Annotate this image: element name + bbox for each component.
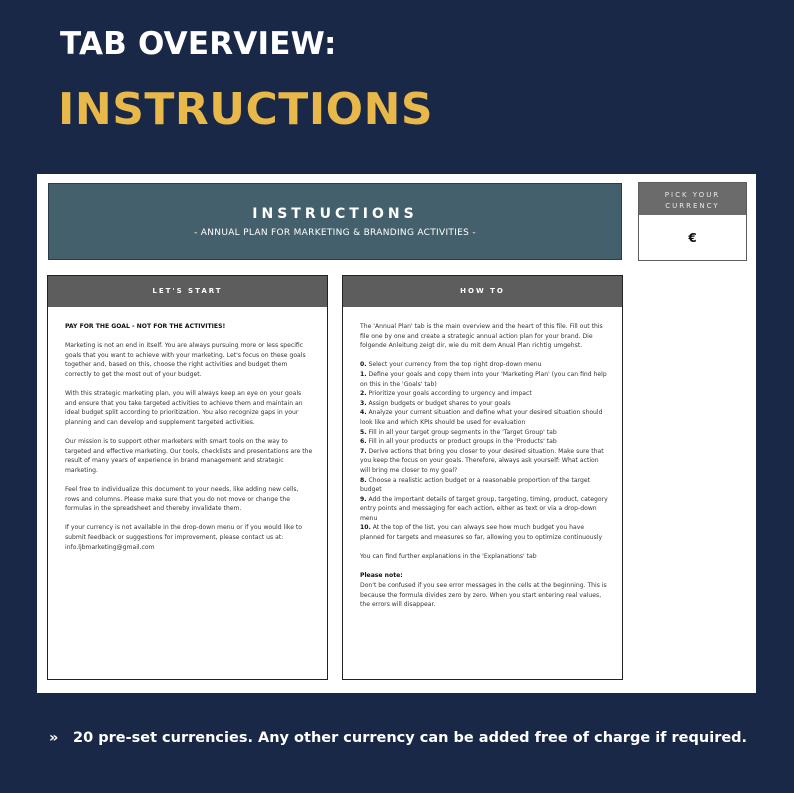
how-to-step: 7. Derive actions that bring you closer to your desired situation. Make sure that you keep the focus on your goals. Therefore, always ask yourself: What action will bring me closer to my goal? bbox=[360, 447, 604, 474]
lets-start-paragraph: If your currency is not available in the drop-down menu or if you would like to submit feedback or suggestions for improvement, please contact us at: info.ljbmarketing@gmail.com bbox=[65, 524, 303, 551]
lets-start-paragraph: With this strategic marketing plan, you will always keep an eye on your goals and ensure that you take targeted activities to achieve them and maintain an ideal budget split according to prioritization. You also recognize gaps in your planning and can develop and supplement targeted activities. bbox=[65, 390, 303, 426]
bullet-icon: » bbox=[49, 730, 59, 746]
instructions-banner bbox=[48, 183, 622, 260]
how-to-body bbox=[343, 307, 622, 610]
how-to-note-text: Don't be confused if you see error messages in the cells at the beginning. This is because the formula divides zero by zero. When you start entering real values, the errors will disappear. bbox=[360, 582, 607, 609]
lets-start-paragraph: Marketing is not an end in itself. You are always pursuing more or less specific goals that you want to achieve with your marketing. Let's focus on these goals together and, based on this, choose the right activities and budget them correctly to get the most out of your budget. bbox=[65, 342, 306, 378]
how-to-header: HOW TO bbox=[343, 276, 622, 307]
lets-start-header: LET'S START bbox=[48, 276, 327, 307]
lets-start-paragraph: Our mission is to support other marketers with smart tools on the way to targeted and effective marketing. Our tools, checklists and presentations are the result of many years of experience in brand management and strategic marketing. bbox=[65, 438, 313, 474]
lets-start-panel bbox=[47, 275, 328, 680]
how-to-step: 6. Fill in all your products or product groups in the 'Products' tab bbox=[360, 438, 557, 446]
how-to-step: 2. Prioritize your goals according to urgency and impact bbox=[360, 390, 532, 398]
how-to-step: 0. Select your currency from the top right drop-down menu bbox=[360, 361, 542, 369]
how-to-step: 9. Add the important details of target group, targeting, timing, product, category entry points and messaging for each action, either as text or via a drop-down menu bbox=[360, 495, 608, 522]
banner-title: INSTRUCTIONS bbox=[252, 206, 418, 222]
how-to-panel bbox=[342, 275, 623, 680]
currency-value[interactable]: € bbox=[688, 231, 697, 245]
how-to-intro: The 'Annual Plan' tab is the main overview and the heart of this file. Fill out this file one by one and create a strategic annual action plan for your brand. Die folgende Anleitung zeigt dir, wie du mit dem Anual Plan richtig umgehst. bbox=[360, 323, 603, 350]
lets-start-body bbox=[48, 307, 327, 552]
how-to-step: 4. Analyze your current situation and define what your desired situation should look like and which KPIs should be used for evaluation bbox=[360, 409, 603, 426]
footer-note bbox=[49, 730, 747, 746]
how-to-step: 8. Choose a realistic action budget or a reasonable proportion of the target budget bbox=[360, 476, 591, 494]
how-to-note-title: Please note: bbox=[360, 572, 403, 580]
banner-subtitle: - ANNUAL PLAN FOR MARKETING & BRANDING ACTIVITIES - bbox=[194, 228, 476, 238]
spreadsheet-preview bbox=[37, 174, 756, 693]
lets-start-heading: PAY FOR THE GOAL - NOT FOR THE ACTIVITIES! bbox=[65, 323, 226, 330]
how-to-step: 3. Assign budgets or budget shares to your goals bbox=[360, 399, 511, 407]
lets-start-paragraph: Feel free to individualize this document to your needs, like adding new cells, rows and columns. Please make sure that you do not move or change the formulas in the spreadsheet and thereby invalidate them. bbox=[65, 486, 299, 513]
currency-picker-label: PICK YOUR CURRENCY bbox=[639, 183, 746, 215]
footer-text: 20 pre-set currencies. Any other currency can be added free of charge if required. bbox=[73, 730, 748, 746]
how-to-step: 5. Fill in all your target group segments in the 'Target Group' tab bbox=[360, 428, 557, 436]
instructions-title: INSTRUCTIONS bbox=[58, 84, 434, 135]
how-to-step: 1. Define your goals and copy them into your 'Marketing Plan' (you can find help on this in the 'Goals' tab) bbox=[360, 370, 607, 388]
how-to-further: You can find further explanations in the 'Explanations' tab bbox=[360, 553, 537, 561]
currency-picker[interactable] bbox=[638, 182, 747, 261]
how-to-step: 10. At the top of the list, you can always see how much budget you have planned for targets and measures so far, allowing you to optimize continuously bbox=[360, 524, 603, 542]
overview-title: TAB OVERVIEW: bbox=[60, 26, 337, 62]
